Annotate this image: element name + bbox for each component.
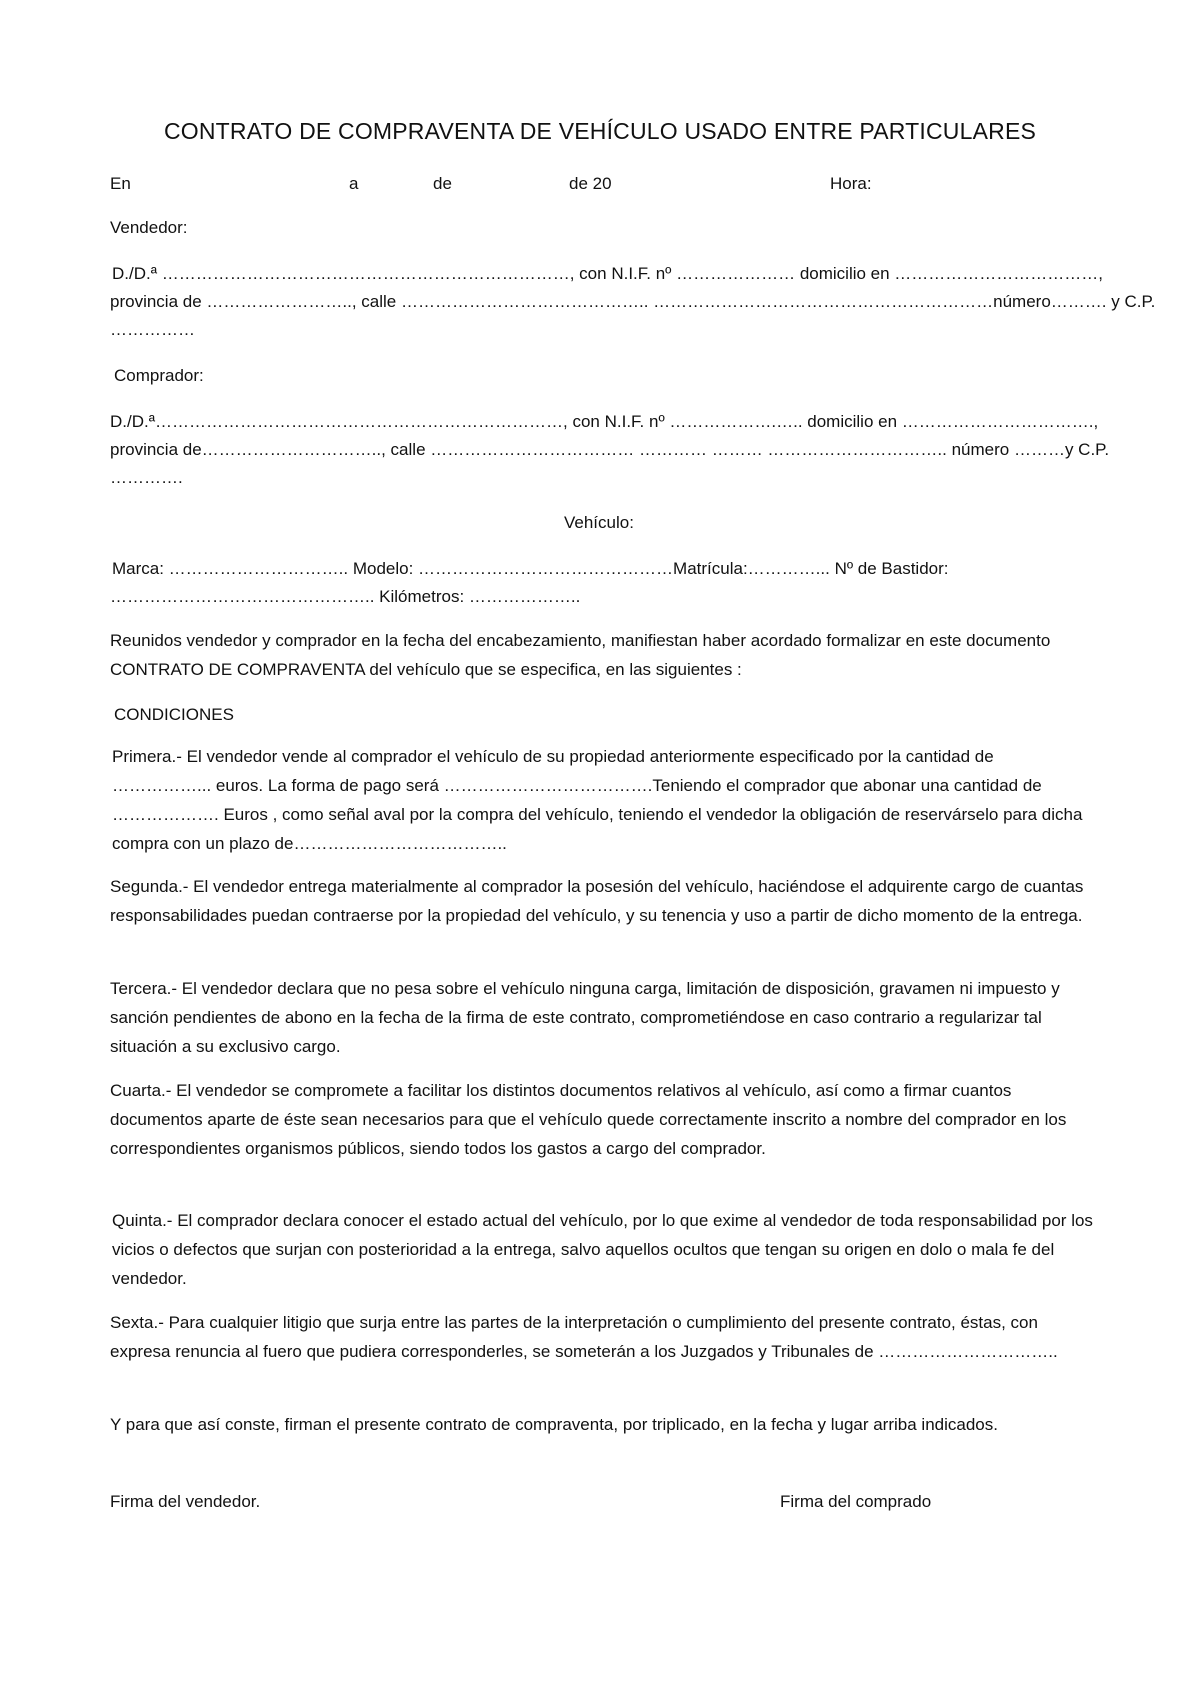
clause-quinta xyxy=(112,1206,1097,1293)
hora-label: Hora: xyxy=(830,174,872,193)
vendedor-line-1: D./D.ª ………………………………………………………………, con N.I.F. nº ………………… domicilio en ………………………………, xyxy=(112,264,1104,283)
comprador-line-3: …………. xyxy=(110,468,183,487)
vendedor-line-2: provincia de …………………….., calle …………………………………….. ……………………………………………………número………. y C.P. xyxy=(110,292,1156,311)
clause-text: Primera.- El vendedor vende al comprador el vehículo de su propiedad anteriormente especificado por la cantidad de ……………... euros. La forma de pago será ……………………………….Teniendo el comprador que abonar una cantidad de ………………. Euros , como señal aval por la compra del vehículo, teniendo el vendedor la obligación de reservárselo para dicha compra con un plazo de……………………………….. xyxy=(112,747,1083,853)
vehiculo-line-2: ……………………………………….. Kilómetros: ……………….. xyxy=(110,587,581,606)
clause-primera xyxy=(112,742,1097,858)
vehiculo-line-1: Marca: ………………………….. Modelo: ………………………………………Matrícula:…………... Nº de Bastidor: xyxy=(112,559,949,578)
date-de-label: de xyxy=(433,174,452,193)
date-year-label: de 20 xyxy=(569,174,612,193)
condiciones-heading: CONDICIONES xyxy=(114,705,234,724)
clause-text: Segunda.- El vendedor entrega materialmente al comprador la posesión del vehículo, haciéndose el adquirente cargo de cuantas responsabilidades puedan contraerse por la propiedad del vehículo, y su tenencia y uso a partir de dicho momento de la entrega. xyxy=(110,877,1084,925)
comprador-heading: Comprador: xyxy=(114,366,204,385)
clause-text: Cuarta.- El vendedor se compromete a facilitar los distintos documentos relativos al vehículo, así como a firmar cuantos documentos aparte de éste sean necesarios para que el vehículo quede correctamente inscrito a nombre del comprador en los correspondientes organismos públicos, siendo todos los gastos a cargo del comprador. xyxy=(110,1081,1067,1158)
clause-segunda xyxy=(110,872,1095,930)
clause-text: Sexta.- Para cualquier litigio que surja entre las partes de la interpretación o cumplimiento del presente contrato, éstas, con expresa renuncia al fuero que pudiera corresponderles, se someterán a los Juzgados y Tribunales de ………………………….. xyxy=(110,1313,1058,1361)
vendedor-heading: Vendedor: xyxy=(110,218,188,237)
closing-text: Y para que así conste, firman el presente contrato de compraventa, por triplicado, en la fecha y lugar arriba indicados. xyxy=(110,1415,998,1434)
comprador-line-2: provincia de………………………….., calle ……………………………… ………… ……… ………………………….. número ………y C.P. xyxy=(110,440,1110,459)
signature-comprador: Firma del comprado xyxy=(780,1492,932,1511)
intro-paragraph xyxy=(110,626,1095,684)
closing-paragraph xyxy=(110,1410,1095,1439)
signature-vendedor: Firma del vendedor. xyxy=(110,1492,261,1511)
date-en-label: En xyxy=(110,174,131,193)
clause-text: Tercera.- El vendedor declara que no pesa sobre el vehículo ninguna carga, limitación de disposición, gravamen ni impuesto y sanción pendientes de abono en la fecha de la firma de este contrato, comprometiéndose en caso contrario a regularizar tal situación a su exclusivo cargo. xyxy=(110,979,1060,1056)
document-title: CONTRATO DE COMPRAVENTA DE VEHÍCULO USADO ENTRE PARTICULARES xyxy=(163,118,1037,144)
vendedor-line-3: …………… xyxy=(110,320,195,339)
vehiculo-heading: Vehículo: xyxy=(564,513,634,532)
clause-cuarta xyxy=(110,1076,1095,1163)
clause-sexta xyxy=(110,1308,1095,1366)
intro-text: Reunidos vendedor y comprador en la fecha del encabezamiento, manifiestan haber acordado formalizar en este documento CONTRATO DE COMPRAVENTA del vehículo que se especifica, en las siguientes : xyxy=(110,631,1051,679)
comprador-line-1: D./D.ª………………………………………………………………, con N.I.F. nº ……………….….. domicilio en ……………………………., xyxy=(110,412,1099,431)
date-a-label: a xyxy=(349,174,359,193)
clause-tercera xyxy=(110,974,1095,1061)
clause-text: Quinta.- El comprador declara conocer el estado actual del vehículo, por lo que exime al vendedor de toda responsabilidad por los vicios o defectos que surjan con posterioridad a la entrega, salvo aquellos ocultos que tengan su origen en dolo o mala fe del vendedor. xyxy=(112,1211,1093,1288)
